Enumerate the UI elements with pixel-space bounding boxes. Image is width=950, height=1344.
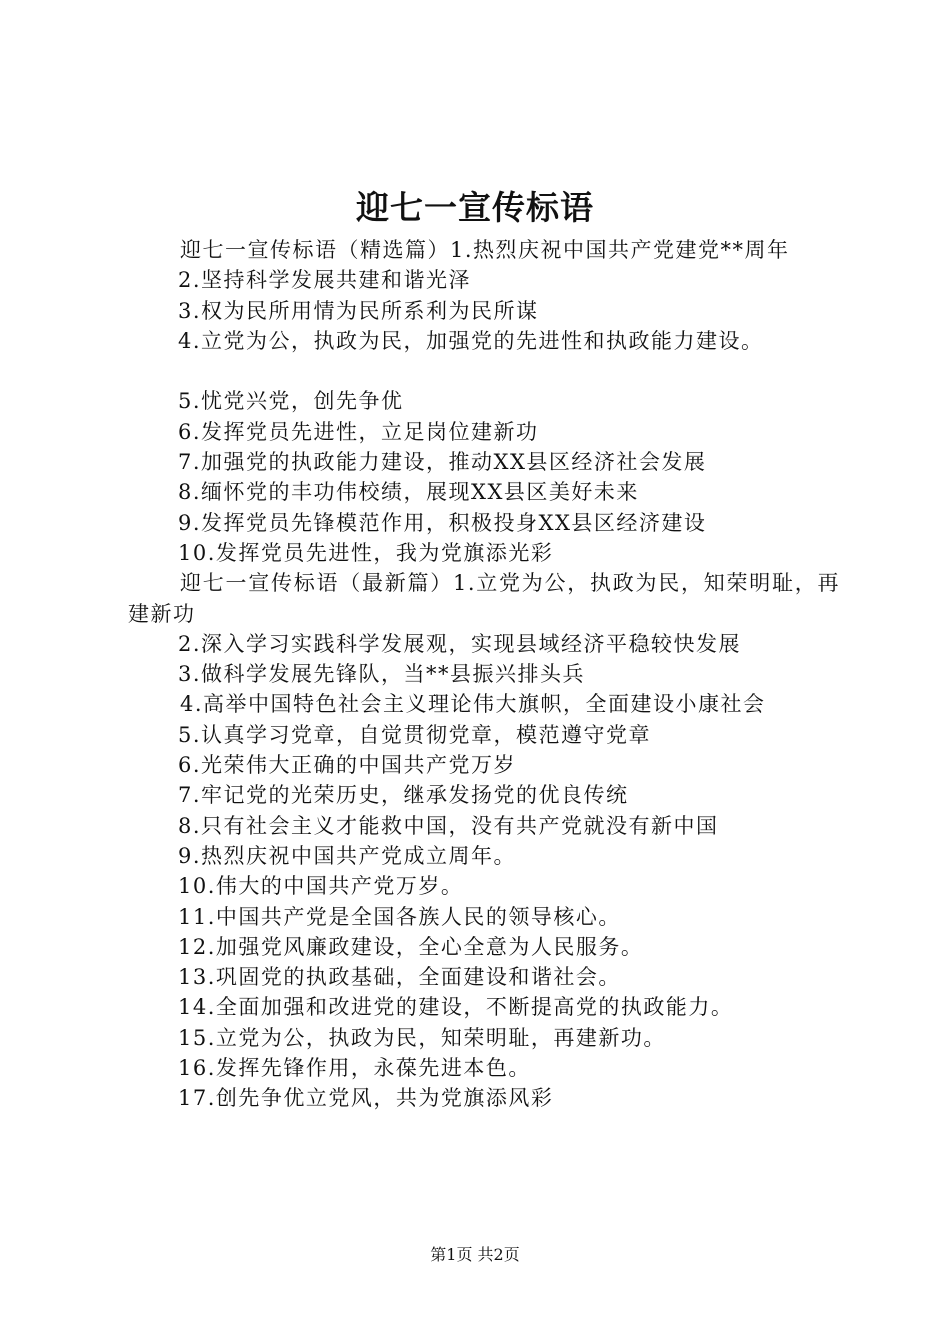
section-2-item: 2.深入学习实践科学发展观，实现县域经济平稳较快发展 (178, 631, 742, 656)
section-1-item: 9.发挥党员先锋模范作用，积极投身XX县区经济建设 (178, 510, 707, 535)
section-2-item: 14.全面加强和改进党的建设，不断提高党的执政能力。 (178, 995, 734, 1020)
section-2-item: 8.只有社会主义才能救中国，没有共产党就没有新中国 (178, 813, 719, 838)
section-2-item: 5.认真学习党章，自觉贯彻党章，模范遵守党章 (178, 722, 652, 747)
section-2-item: 12.加强党风廉政建设，全心全意为人民服务。 (178, 934, 644, 959)
section-1-item: 3.权为民所用情为民所系利为民所谋 (178, 298, 539, 323)
section-1-item: 2.坚持科学发展共建和谐光泽 (178, 268, 472, 293)
section-2-item: 6.光荣伟大正确的中国共产党万岁 (178, 753, 517, 778)
section-2-item: 11.中国共产党是全国各族人民的领导核心。 (178, 904, 621, 929)
blank-line (128, 356, 840, 386)
section-2-item: 9.热烈庆祝中国共产党成立周年。 (178, 843, 517, 868)
section-2-intro: 迎七一宣传标语（最新篇）1.立党为公，执政为民，知荣明耻，再建新功 (128, 571, 840, 626)
section-2-item: 16.发挥先锋作用，永葆先进本色。 (178, 1056, 531, 1081)
section-2-item: 10.伟大的中国共产党万岁。 (178, 874, 464, 899)
section-2-item: 17.创先争优立党风，共为党旗添风彩 (178, 1086, 554, 1111)
document-title: 迎七一宣传标语 (356, 188, 594, 227)
section-2-item: 15.立党为公，执政为民，知荣明耻，再建新功。 (178, 1025, 666, 1050)
section-2-item: 4.高举中国特色社会主义理论伟大旗帜，全面建设小康社会 (180, 692, 766, 717)
section-1-item: 6.发挥党员先进性，立足岗位建新功 (178, 419, 539, 444)
section-2-item: 13.巩固党的执政基础，全面建设和谐社会。 (178, 965, 621, 990)
section-1-item: 7.加强党的执政能力建设，推动XX县区经济社会发展 (178, 450, 707, 475)
section-1-item: 5.忧党兴党，创先争优 (178, 389, 404, 414)
document-body (128, 235, 840, 1114)
page-footer: 第1页 共2页 (430, 1245, 520, 1264)
section-1-item: 10.发挥党员先进性，我为党旗添光彩 (178, 540, 554, 565)
section-1-item: 8.缅怀党的丰功伟校绩，展现XX县区美好未来 (178, 480, 639, 505)
section-1-item: 4.立党为公，执政为民，加强党的先进性和执政能力建设。 (178, 328, 764, 353)
section-2-item: 7.牢记党的光荣历史，继承发扬党的优良传统 (178, 783, 629, 808)
section-2-item: 3.做科学发展先锋队，当**县振兴排头兵 (178, 662, 586, 687)
section-1-intro: 迎七一宣传标语（精选篇）1.热烈庆祝中国共产党建党**周年 (180, 238, 790, 262)
